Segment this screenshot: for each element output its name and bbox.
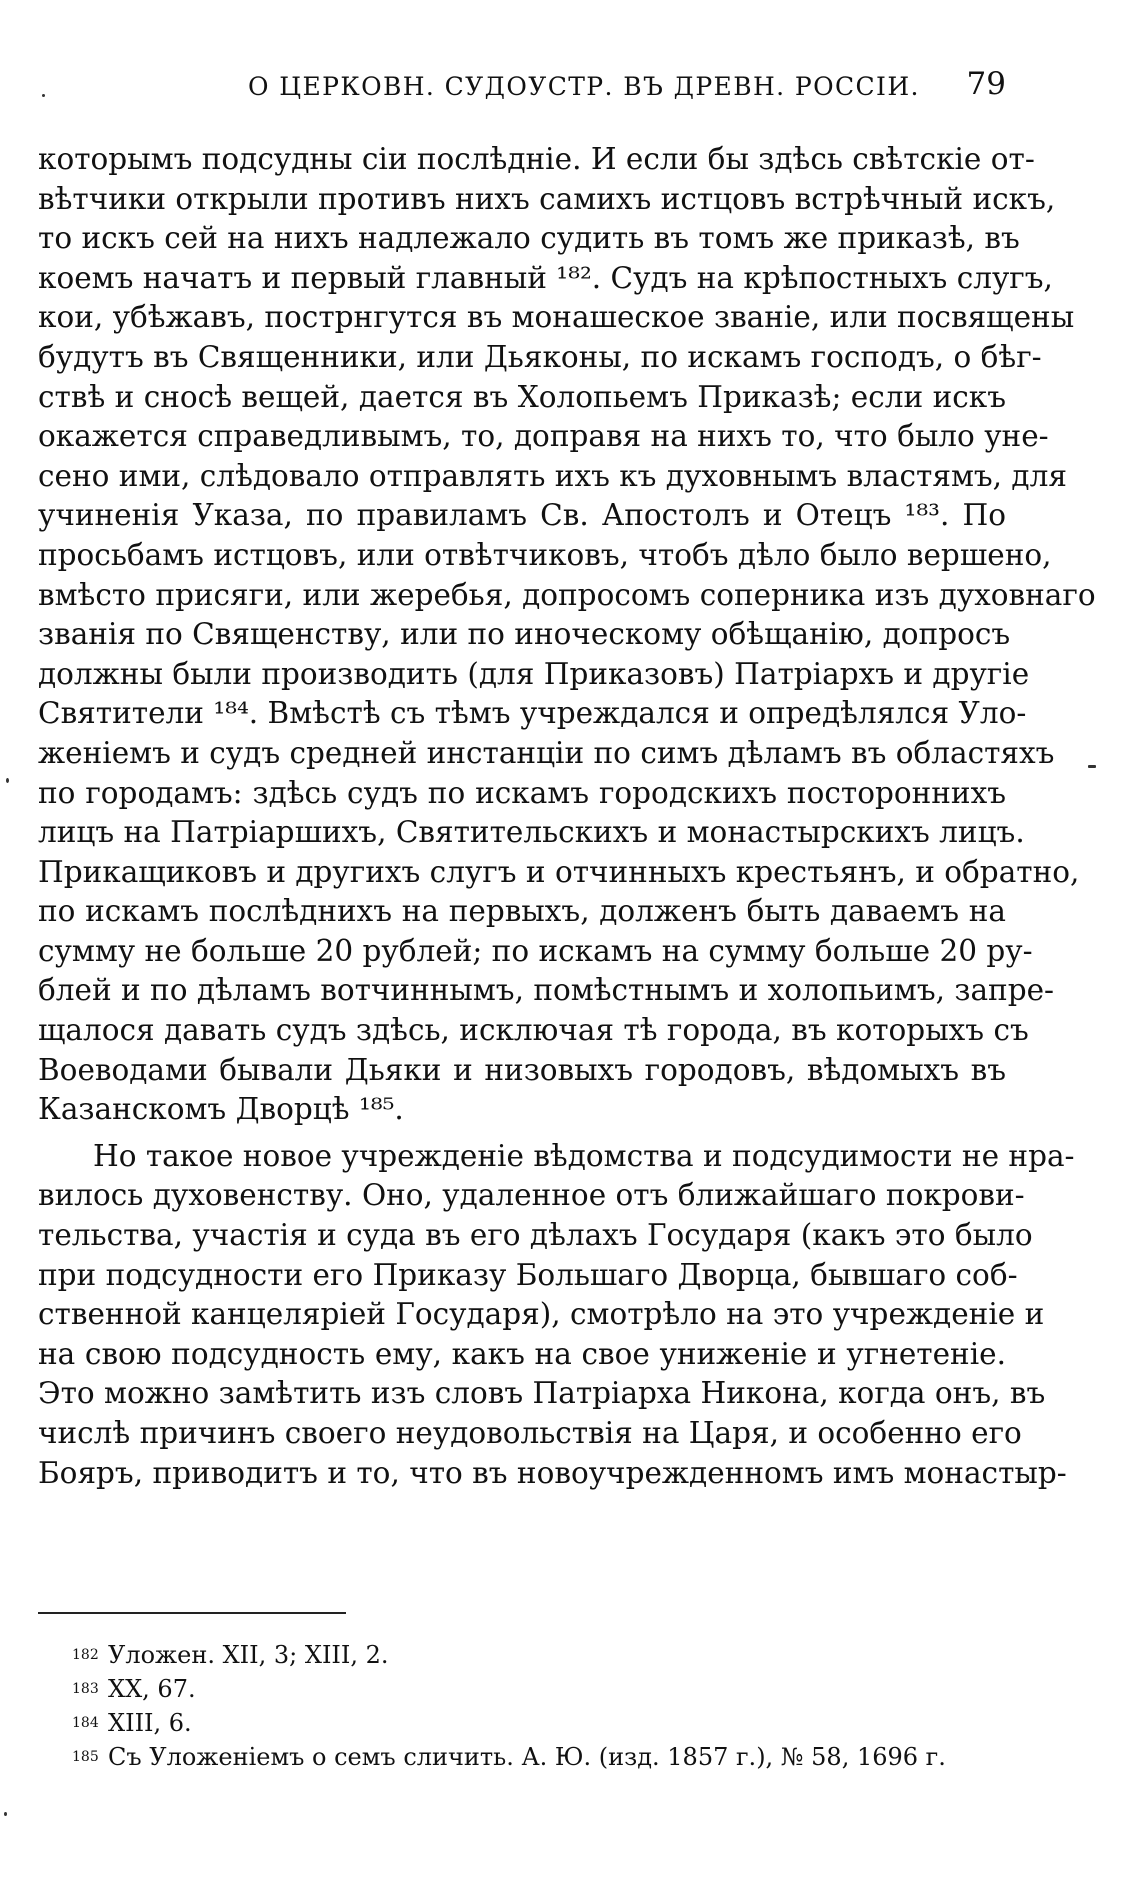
text-line: званія по Священству, или по иноческому обѣщанію, допросъ: [38, 617, 1011, 652]
running-title: О ЦЕРКОВН. СУДОУСТР. ВЪ ДРЕВН. РОССІИ.: [248, 72, 920, 101]
text-line: ствѣ и сносѣ вещей, дается въ Холопьемъ Приказѣ; если искъ: [38, 379, 1006, 414]
footnote: [72, 1638, 1002, 1672]
paragraph-break: [38, 1130, 1006, 1137]
text-line: лицъ на Патріаршихъ, Святительскихъ и монастырскихъ лицъ.: [38, 815, 1025, 850]
text-line: женіемъ и судъ средней инстанціи по симъ дѣламъ въ областяхъ: [38, 735, 1055, 770]
footnote-text: Уложен. XII, 3; XIII, 2.: [108, 1641, 389, 1669]
text-line: вмѣсто присяги, или жеребья, допросомъ соперника изъ духовнаго: [38, 577, 1096, 612]
text-line: Это можно замѣтить изъ словъ Патріарха Никона, когда онъ, въ: [38, 1376, 1046, 1411]
text-line: по городамъ: здѣсь судъ по искамъ городскихъ постороннихъ: [38, 775, 1006, 810]
text-line: Прикащиковъ и другихъ слугъ и отчинныхъ крестьянъ, и обратно,: [38, 854, 1080, 889]
footnote-number: 182: [72, 1647, 99, 1663]
print-speck: [42, 94, 45, 97]
text-line: щалося давать судъ здѣсь, исключая тѣ города, въ которыхъ съ: [38, 1013, 1029, 1048]
text-line: тельства, участія и суда въ его дѣлахъ Государя (какъ это было: [38, 1218, 1033, 1253]
text-line: Святители ¹⁸⁴. Вмѣстѣ съ тѣмъ учреждался и опредѣлялся Уло-: [38, 696, 1027, 731]
text-line: числѣ причинъ своего неудовольствія на Царя, и особенно его: [38, 1416, 1022, 1450]
text-line: коемъ начатъ и первый главный ¹⁸². Судъ на крѣпостныхъ слугъ,: [38, 260, 1053, 295]
print-speck: [1088, 765, 1096, 768]
body-text: [38, 140, 1096, 1493]
text-line: окажется справедливымъ, то, доправя на нихъ то, что было уне-: [38, 419, 1049, 454]
text-line: при подсудности его Приказу Большаго Дворца, бывшаго соб-: [38, 1257, 1018, 1292]
text-line: по искамъ послѣднихъ на первыхъ, долженъ быть даваемъ на: [38, 894, 1006, 929]
text-line: вѣтчики открыли противъ нихъ самихъ истцовъ встрѣчный искъ,: [38, 181, 1056, 216]
text-line: просьбамъ истцовъ, или отвѣтчиковъ, чтобъ дѣло было вершено,: [38, 537, 1052, 572]
text-line: на свою подсудность ему, какъ на свое униженіе и угнетеніе.: [38, 1336, 1006, 1371]
footnote-number: 185: [72, 1749, 99, 1765]
footnote-number: 183: [72, 1681, 99, 1697]
text-line: то искъ сей на нихъ надлежало судить въ томъ же приказѣ, въ: [38, 221, 1020, 256]
print-speck: [6, 778, 9, 783]
text-line: сумму не больше 20 рублей; по искамъ на сумму больше 20 ру-: [38, 933, 1033, 968]
footnote-text: XX, 67.: [108, 1675, 196, 1703]
footnote: [72, 1672, 1002, 1706]
text-line: вилось духовенству. Оно, удаленное отъ ближайшаго покрови-: [38, 1178, 1025, 1213]
text-line: Воеводами бывали Дьяки и низовыхъ городовъ, вѣдомыхъ въ: [38, 1052, 1006, 1087]
text-line: должны были производить (для Приказовъ) Патріархъ и другіе: [38, 656, 1030, 691]
footnote-text: XIII, 6.: [108, 1709, 192, 1737]
text-line: будутъ въ Священники, или Дьяконы, по искамъ господъ, о бѣг-: [38, 339, 1042, 374]
running-head: [36, 66, 1006, 110]
footnote: [72, 1740, 1002, 1774]
text-line: сено ими, слѣдовало отправлять ихъ къ духовнымъ властямъ, для: [38, 458, 1067, 493]
text-line: ственной канцеляріей Государя), смотрѣло на это учрежденіе и: [38, 1297, 1045, 1332]
text-line: Бояръ, приводитъ и то, что въ новоучрежденномъ имъ монастыр-: [38, 1455, 1067, 1490]
footnotes: [72, 1638, 1002, 1774]
text-line: блей и по дѣламъ вотчиннымъ, помѣстнымъ и холопьимъ, запре-: [38, 973, 1055, 1008]
text-line-paragraph-end: Казанскомъ Дворцѣ ¹⁸⁵.: [38, 1092, 404, 1127]
text-line: учиненія Указа, по правиламъ Св. Апостолъ и Отецъ ¹⁸³. По: [38, 498, 1006, 533]
footnote-rule: [38, 1612, 346, 1614]
text-line: которымъ подсудны сіи послѣдніе. И если бы здѣсь свѣтскіе от-: [38, 142, 1035, 176]
text-line: кои, убѣжавъ, пострнгутся въ монашеское званіе, или посвящены: [38, 300, 1075, 335]
text-line-paragraph-start: Но такое новое учрежденіе вѣдомства и подсудимости не нра-: [93, 1138, 1075, 1173]
page-number: 79: [966, 66, 1006, 102]
footnote-number: 184: [72, 1715, 99, 1731]
footnote-text: Съ Уложеніемъ о семъ сличить. А. Ю. (изд. 1857 г.), № 58, 1696 г.: [108, 1743, 946, 1771]
footnote: [72, 1706, 1002, 1740]
print-speck: [4, 1812, 7, 1816]
